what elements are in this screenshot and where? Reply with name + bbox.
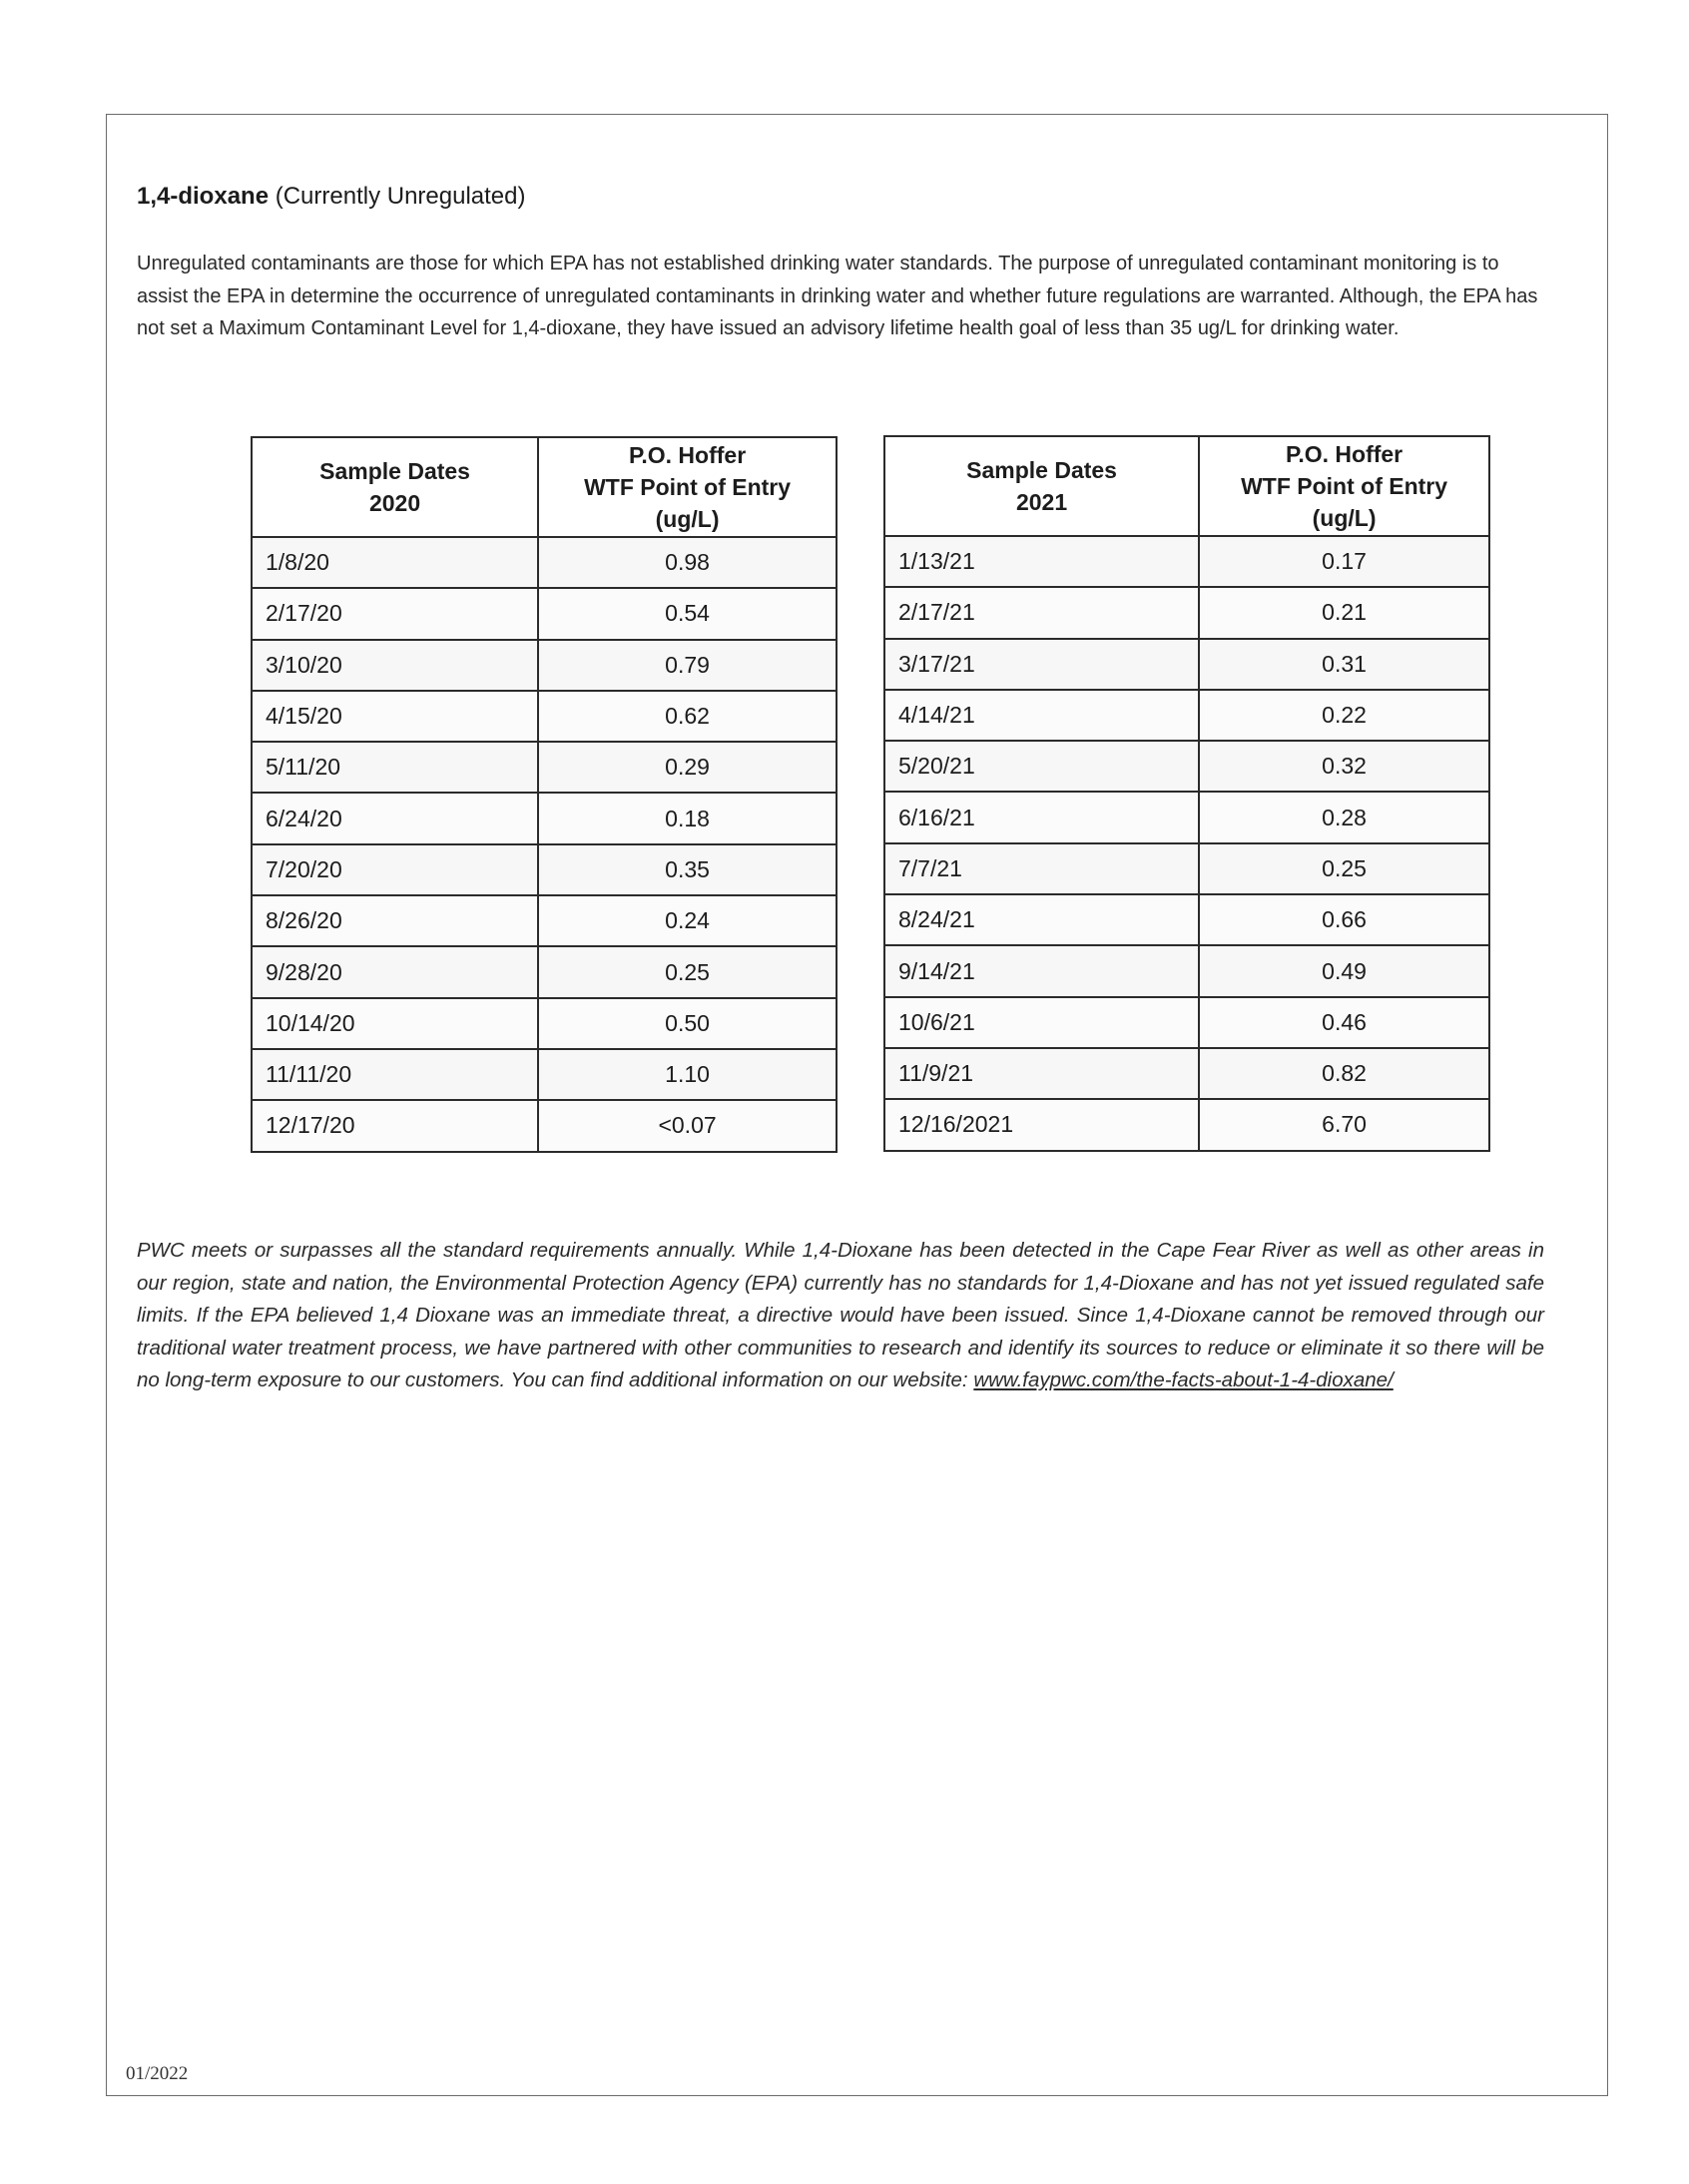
header-sample-dates xyxy=(884,436,1199,536)
section-heading xyxy=(137,180,525,214)
sample-value: 0.28 xyxy=(1199,792,1489,842)
table-row xyxy=(884,894,1489,945)
sample-value: 0.29 xyxy=(538,742,837,793)
note-text: PWC meets or surpasses all the standard requirements annually. While 1,4-Dioxane has been detected in the Cape Fear River as well as other areas in our region, state and nation, the Environmental Protection Agency (EPA) currently has no standards for 1,4-Dioxane and has not yet issued regulated safe limits. If the EPA believed 1,4 Dioxane was an immediate threat, a directive would have been issued. Since 1,4-Dioxane cannot be removed through our traditional water treatment process, we have partnered with other communities to research and identify its sources to reduce or eliminate it so there will be no long-term exposure to our customers. You can find additional information on our website: xyxy=(137,1239,1544,1391)
table-row xyxy=(252,998,837,1049)
table-row xyxy=(884,639,1489,690)
sample-value: 0.35 xyxy=(538,844,837,895)
sample-date: 6/24/20 xyxy=(252,793,538,843)
header-point-of-entry xyxy=(1199,436,1489,536)
sample-date: 1/8/20 xyxy=(252,537,538,588)
table-row xyxy=(884,843,1489,894)
sample-value: 0.49 xyxy=(1199,945,1489,996)
table-row xyxy=(252,793,837,843)
sample-value: 0.21 xyxy=(1199,587,1489,638)
sample-value: <0.07 xyxy=(538,1100,837,1151)
sample-value: 0.22 xyxy=(1199,690,1489,741)
table-row xyxy=(252,1049,837,1100)
sample-value: 0.18 xyxy=(538,793,837,843)
sample-date: 6/16/21 xyxy=(884,792,1199,842)
table-row xyxy=(884,997,1489,1048)
sample-value: 0.50 xyxy=(538,998,837,1049)
intro-paragraph: Unregulated contaminants are those for which EPA has not established drinking water standards. The purpose of unregulated contaminant monitoring is to assist the EPA in determine the occurrence of unregulated contaminants in drinking water and whether future regulations are warranted. Although, the EPA has not set a Maximum Contaminant Level for 1,4-dioxane, they have issued an advisory lifetime health goal of less than 35 ug/L for drinking water. xyxy=(137,253,1538,339)
header-line: (ug/L) xyxy=(1312,505,1377,531)
dioxane-facts-link[interactable]: www.faypwc.com/the-facts-about-1-4-dioxane/ xyxy=(973,1368,1394,1391)
header-line: WTF Point of Entry xyxy=(1241,473,1448,499)
table-row xyxy=(884,536,1489,587)
sample-date: 8/24/21 xyxy=(884,894,1199,945)
header-line: WTF Point of Entry xyxy=(584,474,792,500)
sample-date: 7/20/20 xyxy=(252,844,538,895)
table-row xyxy=(252,742,837,793)
table-row xyxy=(884,741,1489,792)
sample-date: 11/9/21 xyxy=(884,1048,1199,1099)
table-row xyxy=(252,1100,837,1151)
table-header-row xyxy=(252,437,837,537)
table-row xyxy=(252,844,837,895)
sample-value: 0.54 xyxy=(538,588,837,639)
sample-date: 1/13/21 xyxy=(884,536,1199,587)
sample-value: 0.32 xyxy=(1199,741,1489,792)
sample-value: 0.17 xyxy=(1199,536,1489,587)
table-header-row xyxy=(884,436,1489,536)
header-line: 2020 xyxy=(368,490,421,516)
sample-date: 4/15/20 xyxy=(252,691,538,742)
sample-date: 9/28/20 xyxy=(252,946,538,997)
header-line: Sample Dates xyxy=(966,457,1117,483)
sample-date: 5/20/21 xyxy=(884,741,1199,792)
table-row xyxy=(252,895,837,946)
sample-date: 10/14/20 xyxy=(252,998,538,1049)
sample-date: 9/14/21 xyxy=(884,945,1199,996)
table-row xyxy=(884,1099,1489,1150)
sample-value: 0.82 xyxy=(1199,1048,1489,1099)
sample-value: 1.10 xyxy=(538,1049,837,1100)
sample-value: 0.25 xyxy=(538,946,837,997)
table-row xyxy=(884,945,1489,996)
header-line: P.O. Hoffer xyxy=(628,442,747,468)
sample-date: 12/16/2021 xyxy=(884,1099,1199,1150)
sample-value: 0.79 xyxy=(538,640,837,691)
sample-value: 0.31 xyxy=(1199,639,1489,690)
sample-value: 6.70 xyxy=(1199,1099,1489,1150)
table-row xyxy=(884,587,1489,638)
table-row xyxy=(252,691,837,742)
sample-date: 12/17/20 xyxy=(252,1100,538,1151)
heading-status: (Currently Unregulated) xyxy=(269,183,526,210)
sample-date: 3/10/20 xyxy=(252,640,538,691)
sample-value: 0.25 xyxy=(1199,843,1489,894)
table-row xyxy=(884,1048,1489,1099)
header-line: P.O. Hoffer xyxy=(1285,441,1404,467)
sample-date: 4/14/21 xyxy=(884,690,1199,741)
table-row xyxy=(252,946,837,997)
header-sample-dates xyxy=(252,437,538,537)
sample-value: 0.98 xyxy=(538,537,837,588)
sample-value: 0.46 xyxy=(1199,997,1489,1048)
table-row xyxy=(884,792,1489,842)
heading-contaminant: 1,4-dioxane xyxy=(137,183,270,210)
table-row xyxy=(252,640,837,691)
sample-date: 11/11/20 xyxy=(252,1049,538,1100)
sample-date: 10/6/21 xyxy=(884,997,1199,1048)
samples-table-2020 xyxy=(251,436,838,1153)
sample-date: 3/17/21 xyxy=(884,639,1199,690)
table-row xyxy=(252,537,837,588)
table-row xyxy=(884,690,1489,741)
sample-date: 5/11/20 xyxy=(252,742,538,793)
samples-table-2021 xyxy=(883,435,1490,1152)
header-point-of-entry xyxy=(538,437,837,537)
sample-value: 0.24 xyxy=(538,895,837,946)
pwc-note-paragraph xyxy=(137,1235,1544,1397)
header-line: 2021 xyxy=(1015,489,1068,515)
header-line: (ug/L) xyxy=(655,506,720,532)
sample-date: 2/17/21 xyxy=(884,587,1199,638)
sample-value: 0.62 xyxy=(538,691,837,742)
sample-value: 0.66 xyxy=(1199,894,1489,945)
sample-date: 7/7/21 xyxy=(884,843,1199,894)
header-line: Sample Dates xyxy=(319,458,470,484)
sample-date: 2/17/20 xyxy=(252,588,538,639)
footer-date: 01/2022 xyxy=(126,2063,189,2084)
sample-date: 8/26/20 xyxy=(252,895,538,946)
table-row xyxy=(252,588,837,639)
